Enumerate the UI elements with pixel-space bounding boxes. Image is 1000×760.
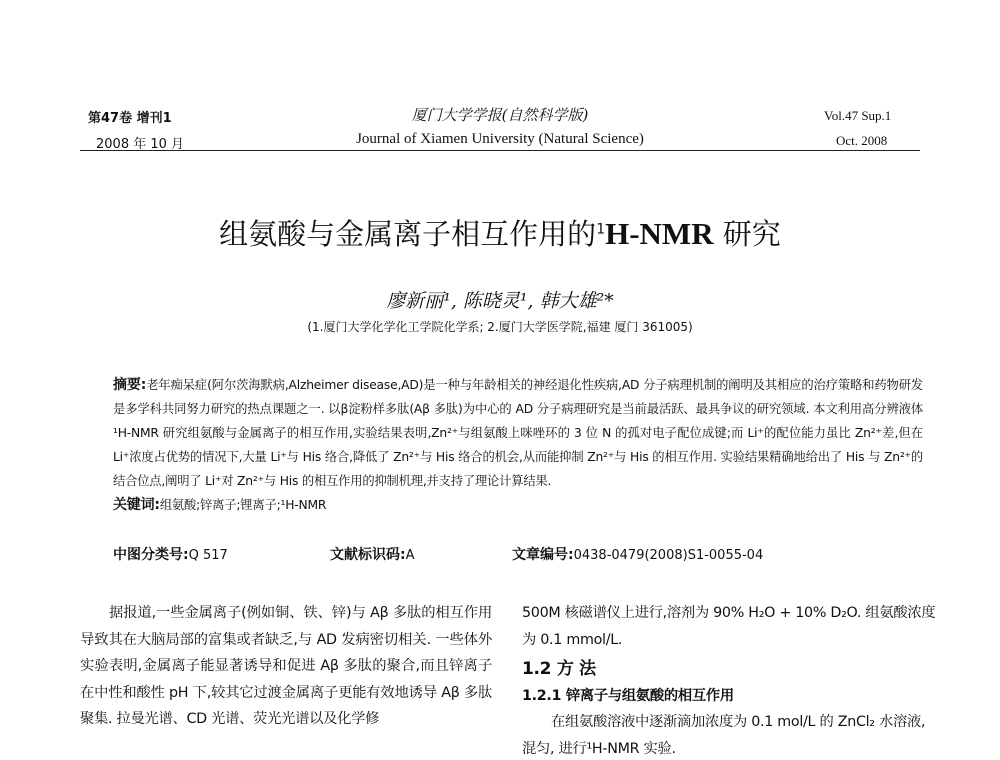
subsection-heading: 1.2.1 锌离子与组氨酸的相互作用 — [522, 687, 734, 704]
title-post: 研究 — [713, 217, 781, 251]
journal-en: Journal of Xiamen University (Natural Science) — [356, 131, 644, 147]
volume-en: Vol.47 Sup.1 — [824, 108, 892, 123]
journal-cn: 厦门大学学报(自然科学版) — [411, 106, 589, 124]
left-column: 据报道,一些金属离子(例如铜、铁、锌)与 Aβ 多肽的相互作用导致其在大脑局部的富集或者缺乏,与 AD 发病密切相关. 一些体外实验表明,金属离子能显著诱导和促进 Aβ 多肽的聚合,而且锌离子在中性和酸性 pH 下,较其它过渡金属离子更能有效地诱导 Aβ 多肽聚集. 拉曼光谱、CD 光谱、荧光光谱以及化学修 — [80, 605, 492, 727]
date-cn: 2008 年 10 月 — [96, 137, 185, 152]
classification-value: Q 517 — [188, 548, 228, 563]
title-bold: H-NMR — [605, 216, 714, 251]
doc-code — [330, 544, 415, 564]
paper-title — [0, 212, 1000, 253]
volume-cn: 第47卷 增刊1 — [88, 111, 172, 126]
article-number-label: 文章编号: — [512, 547, 574, 563]
title-text: 组氨酸与金属离子相互作用的 — [219, 217, 597, 251]
header-rule — [80, 150, 920, 151]
body-paragraph: 500M 核磁谱仪上进行,溶剂为 90% H₂O + 10% D₂O. 组氨酸浓度为 0.1 mmol/L. — [522, 605, 936, 648]
body-paragraph: 在组氨酸溶液中逐渐滴加浓度为 0.1 mol/L 的 ZnCl₂ 水溶液, 混匀, 进行¹H-NMR 实验. — [522, 714, 926, 757]
right-column — [522, 600, 937, 760]
doc-code-value: A — [405, 548, 415, 563]
title-sup: 1 — [596, 221, 606, 238]
affiliation: (1.厦门大学化学化工学院化学系; 2.厦门大学医学院,福建 厦门 361005) — [307, 320, 693, 334]
keywords-label: 关键词: — [113, 497, 160, 513]
abstract-label: 摘要: — [113, 377, 147, 393]
date-en: Oct. 2008 — [836, 133, 888, 148]
authors: 廖新丽¹, 陈晓灵¹, 韩大雄²* — [386, 290, 614, 312]
article-number — [512, 544, 763, 564]
classification — [113, 544, 228, 564]
doc-code-label: 文献标识码: — [330, 547, 406, 563]
section-heading: 1.2 方 法 — [522, 659, 596, 679]
abstract-text: 老年痴呆症(阿尔茨海默病,Alzheimer disease,AD)是一种与年龄相关的神经退化性疾病,AD 分子病理机制的阐明及其相应的治疗策略和药物研发是多学科共同努力研究的热点课题之一. 以β淀粉样多肽(Aβ 多肽)为中心的 AD 分子病理研究是当前最活跃、最具争议的研究领域. 本文利用高分辨液体¹H-NMR 研究组氨酸与金属离子的相互作用,实验结果表明,Zn²⁺与组氨酸上咪唑环的 3 位 N 的孤对电子配位成键;而 Li⁺的配位能力虽比 Zn²⁺差,但在 Li⁺浓度占优势的情况下,大量 Li⁺与 His 络合,降低了 Zn²⁺与 His 络合的机会,从而能抑制 Zn²⁺与 His 的相互作用. 实验结果精确地给出了 His 与 Zn²⁺的结合位点,阐明了 Li⁺对 Zn²⁺与 His 的相互作用的抑制机理,并支持了理论计算结果. — [113, 378, 923, 488]
keywords-text: 组氨酸;锌离子;锂离子;¹H-NMR — [159, 498, 327, 512]
classification-label: 中图分类号: — [113, 547, 189, 563]
article-number-value: 0438-0479(2008)S1-0055-04 — [573, 548, 764, 563]
abstract — [113, 373, 923, 517]
